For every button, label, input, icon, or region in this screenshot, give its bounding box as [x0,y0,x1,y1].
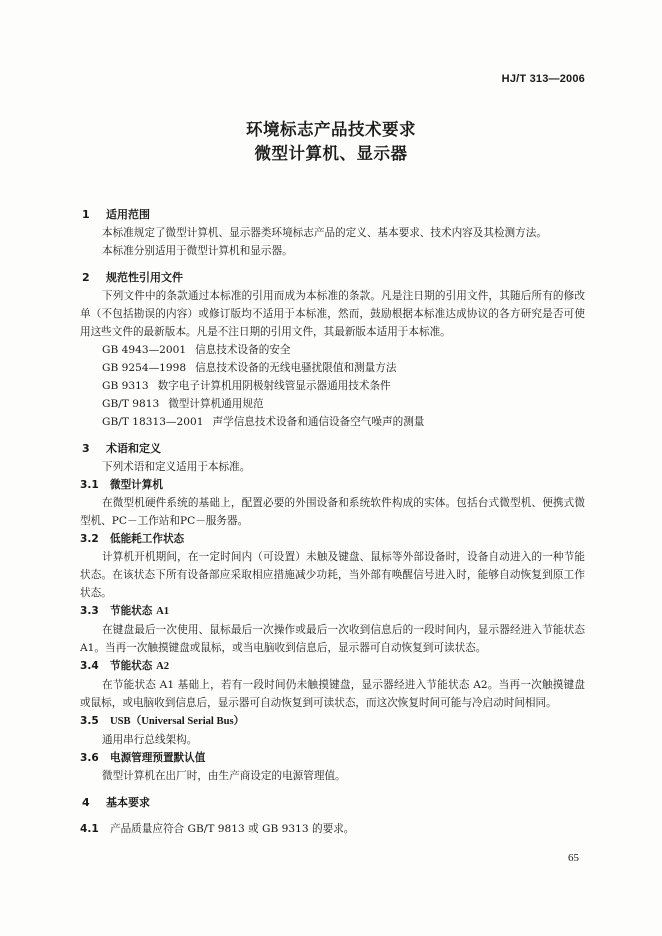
subsection-number: 3.2 [80,533,99,545]
subsection-number: 3.3 [80,605,99,617]
section-number: 1 [82,208,90,221]
paragraph: 本标准分别适用于微型计算机和显示器。 [102,245,293,257]
reference-item [80,359,585,377]
subsection-title: 微型计算机 [110,479,163,491]
term-definition: 微型计算机在出厂时，由生产商设定的电源管理值。 [102,770,346,782]
section-title: 术语和定义 [106,442,161,455]
reference-code: GB/T 9813 [102,398,160,410]
subsection-number: 3.4 [80,660,99,672]
subsection-number: 3.1 [80,479,99,491]
standard-code: HJ/T 313—2006 [501,73,585,85]
reference-code: GB 9313 [102,380,149,392]
paragraph: 下列文件中的条款通过本标准的引用而成为本标准的条款。凡是注日期的引用文件，其随后所有的修改单（不包括勘误的内容）或修订版均不适用于本标准，然而，鼓励根据本标准达成协议的各方研究是否可使用这些文件的最新版本。凡是不注日期的引用文件，其最新版本适用于本标准。 [80,290,585,338]
subsection-title: 节能状态 [110,660,153,672]
subsection-heading [80,657,585,676]
section-heading-1 [80,205,585,224]
title-line-1: 环境标志产品技术要求 [246,120,416,139]
section-number: 4 [82,796,90,809]
subsection-title: 低能耗工作状态 [110,533,185,545]
reference-item [80,341,585,359]
reference-title: 微型计算机通用规范 [168,398,264,410]
item-text: 产品质量应符合 GB/T 9813 或 GB 9313 的要求。 [110,823,355,835]
reference-item [80,395,585,413]
item-number: 4.1 [80,823,99,835]
section-heading-2 [80,268,585,287]
reference-code: GB 9254—1998 [102,362,187,374]
section-title: 基本要求 [106,796,150,809]
reference-item [80,413,585,431]
subsection-number: 3.5 [80,715,99,727]
paragraph: 本标准规定了微型计算机、显示器类环境标志产品的定义、基本要求、技术内容及其检测方法。 [102,227,547,239]
term-definition: 计算机开机期间，在一定时间内（可设置）未触及键盘、鼠标等外部设备时，设备自动进入的一种节能状态。在该状态下所有设备部应采取相应措施减少功耗，当外部有唤醒信号进入时，能够自动恢复到原工作状态。 [80,551,585,599]
paragraph: 下列术语和定义适用于本标准。 [102,461,251,473]
reference-title: 信息技术设备的无线电骚扰限值和测量方法 [195,362,397,374]
subsection-title: USB（Universal Serial Bus） [110,716,245,727]
document-body [80,205,585,838]
subsection-heading [80,476,585,494]
requirement-item [80,820,585,838]
section-heading-3 [80,439,585,458]
subsection-heading [80,749,585,767]
reference-title: 信息技术设备的安全 [195,344,291,356]
section-heading-4 [80,793,585,812]
reference-code: GB/T 18313—2001 [102,416,204,428]
subsection-title: 电源管理预置默认值 [110,752,206,764]
subsection-heading [80,712,585,731]
subsection-heading [80,530,585,548]
section-number: 3 [82,442,90,455]
term-definition: 在微型机硬件系统的基础上，配置必要的外围设备和系统软件构成的实体。包括台式微型机、便携式微型机、PC－工作站和PC－服务器。 [80,497,585,527]
section-number: 2 [82,271,90,284]
reference-title: 数字电子计算机用阴极射线管显示器通用技术条件 [157,380,391,392]
term-definition: 通用串行总线架构。 [102,734,198,746]
subsection-title-suffix: A2 [156,661,170,672]
section-title: 适用范围 [106,208,150,221]
subsection-title: 节能状态 [110,605,153,617]
term-definition: 在键盘最后一次使用、鼠标最后一次操作或最后一次收到信息后的一段时间内，显示器经进入节能状态 A1。当再一次触摸键盘或鼠标，或当电脑收到信息后，显示器可自动恢复到可读状态。 [80,624,585,654]
subsection-heading [80,602,585,621]
term-definition: 在节能状态 A1 基础上，若有一段时间仍未触摸键盘，显示器经进入节能状态 A2。当再一次触摸键盘或鼠标，或电脑收到信息后，显示器可自动恢复到可读状态，而这次恢复时间可能与冷启动时间相同。 [80,679,585,709]
subsection-number: 3.6 [80,752,99,764]
reference-item [80,377,585,395]
title-line-2: 微型计算机、显示器 [254,144,408,163]
document-title [0,118,662,166]
subsection-title-suffix: A1 [156,606,170,617]
section-title: 规范性引用文件 [106,271,183,284]
reference-title: 声学信息技术设备和通信设备空气噪声的测量 [212,416,425,428]
reference-code: GB 4943—2001 [102,344,187,356]
page-number: 65 [568,852,579,864]
